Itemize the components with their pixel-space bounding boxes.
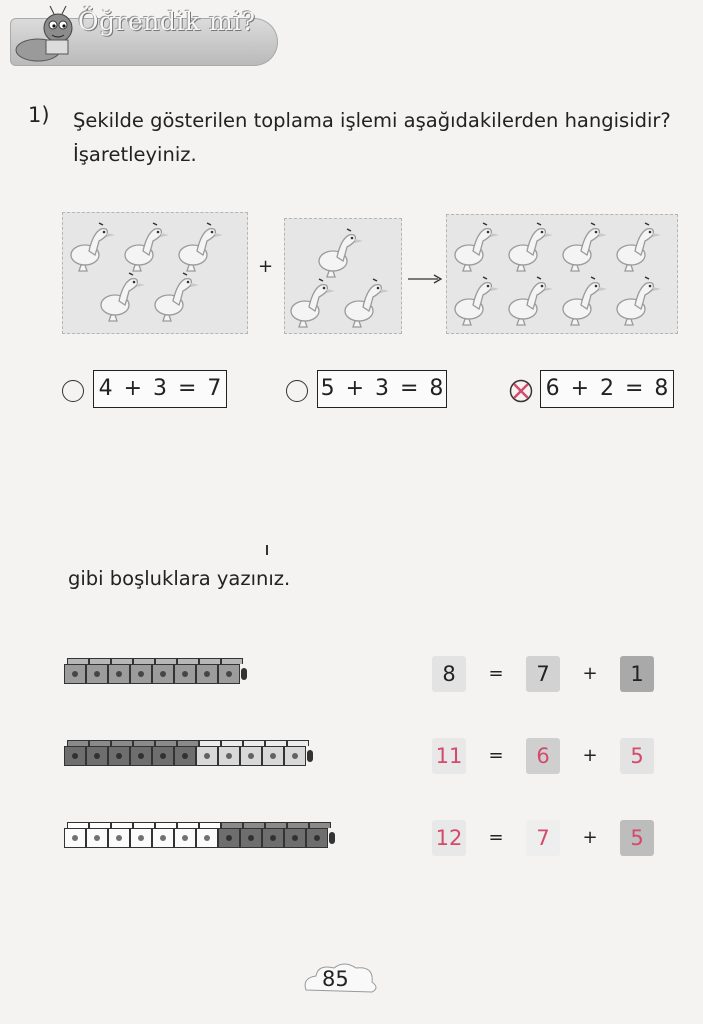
goose-icon — [125, 223, 169, 271]
addend-a-answer-box[interactable]: 6 — [526, 738, 560, 774]
goose-icon — [563, 277, 607, 325]
unit-cube — [284, 828, 306, 848]
geese-group-3 — [285, 219, 401, 333]
equation-row-2 — [432, 738, 672, 774]
addend-b-box: 1 — [620, 656, 654, 692]
question-line-2: İşaretleyiniz. — [73, 142, 197, 166]
goose-icon — [319, 229, 363, 277]
unit-cube — [306, 828, 328, 848]
unit-cube — [218, 664, 240, 684]
total-value: 8 — [432, 656, 466, 692]
goose-icon — [617, 223, 661, 271]
unit-cube — [64, 828, 86, 848]
arrow-right-icon — [406, 273, 444, 285]
total-answer-box[interactable]: 12 — [432, 820, 466, 856]
option-2-box[interactable]: 5 + 3 = 8 — [317, 370, 447, 408]
addend-a-box: 7 — [526, 656, 560, 692]
unit-cube — [86, 828, 108, 848]
cube-bar-row-2 — [64, 738, 374, 768]
unit-cube — [174, 664, 196, 684]
unit-cube-top — [221, 658, 243, 664]
unit-cube — [108, 828, 130, 848]
option-1-radio[interactable] — [62, 380, 84, 402]
geese-group-8 — [447, 215, 677, 333]
section-title: Öğrendik mi? — [78, 7, 256, 36]
unit-cube — [240, 828, 262, 848]
unit-cube — [262, 828, 284, 848]
goose-icon — [291, 279, 335, 327]
equals-sign: = — [488, 745, 504, 766]
goose-icon — [101, 273, 145, 321]
unit-cube — [130, 746, 152, 766]
unit-cube — [86, 664, 108, 684]
cube-connector-peg — [307, 750, 313, 762]
picture-plus-sign: + — [258, 256, 274, 277]
option-3-box[interactable]: 6 + 2 = 8 — [540, 370, 674, 408]
goose-icon — [509, 223, 553, 271]
unit-cube — [196, 828, 218, 848]
unit-cube — [152, 746, 174, 766]
addend-b-answer-box[interactable]: 5 — [620, 738, 654, 774]
plus-sign: + — [582, 745, 598, 766]
option-1-box[interactable]: 4 + 3 = 7 — [93, 370, 227, 408]
goose-icon — [509, 277, 553, 325]
geese-panel-left — [62, 212, 248, 334]
cube-connector-peg — [329, 832, 335, 844]
addend-a-answer-box[interactable]: 7 — [526, 820, 560, 856]
unit-cube-top — [287, 740, 309, 746]
unit-cube — [218, 746, 240, 766]
unit-cube-top — [309, 822, 331, 828]
unit-cube — [196, 746, 218, 766]
goose-icon — [345, 279, 389, 327]
unit-cube — [152, 828, 174, 848]
instruction-text: gibi boşluklara yazınız. — [68, 567, 291, 590]
plus-sign: + — [582, 663, 598, 684]
goose-icon — [563, 223, 607, 271]
unit-cube — [284, 746, 306, 766]
unit-cube — [196, 664, 218, 684]
unit-cube — [108, 746, 130, 766]
unit-cube — [130, 828, 152, 848]
unit-cube — [86, 746, 108, 766]
worm-mascot-icon — [8, 2, 82, 68]
equation-row-1 — [432, 656, 672, 692]
addend-b-answer-box[interactable]: 5 — [620, 820, 654, 856]
equation-row-3 — [432, 820, 672, 856]
cube-bar-row-1 — [64, 656, 294, 686]
equals-sign: = — [488, 663, 504, 684]
goose-icon — [71, 223, 115, 271]
question-number: 1) — [28, 103, 50, 127]
unit-cube — [130, 664, 152, 684]
goose-icon — [179, 223, 223, 271]
unit-cube — [108, 664, 130, 684]
cube-connector-peg — [241, 668, 247, 680]
plus-sign: + — [582, 827, 598, 848]
geese-panel-middle — [284, 218, 402, 334]
goose-icon — [155, 273, 199, 321]
geese-group-5 — [63, 213, 247, 333]
page-number: 85 — [322, 967, 349, 991]
total-answer-box[interactable]: 11 — [432, 738, 466, 774]
unit-cube — [174, 828, 196, 848]
question-line-1: Şekilde gösterilen toplama işlemi aşağıdakilerden hangisidir? — [73, 109, 671, 132]
unit-cube — [218, 828, 240, 848]
unit-cube — [64, 664, 86, 684]
option-2-radio[interactable] — [286, 380, 308, 402]
unit-cube — [240, 746, 262, 766]
goose-icon — [617, 277, 661, 325]
unit-cube — [64, 746, 86, 766]
unit-cube — [262, 746, 284, 766]
goose-icon — [455, 223, 499, 271]
question-text — [73, 104, 683, 171]
unit-cube — [174, 746, 196, 766]
cube-bar-row-3 — [64, 820, 394, 850]
unit-cube — [152, 664, 174, 684]
goose-icon — [455, 277, 499, 325]
geese-panel-right — [446, 214, 678, 334]
option-3-marked-radio-icon[interactable] — [508, 378, 534, 404]
equals-sign: = — [488, 827, 504, 848]
stray-mark — [266, 545, 268, 555]
